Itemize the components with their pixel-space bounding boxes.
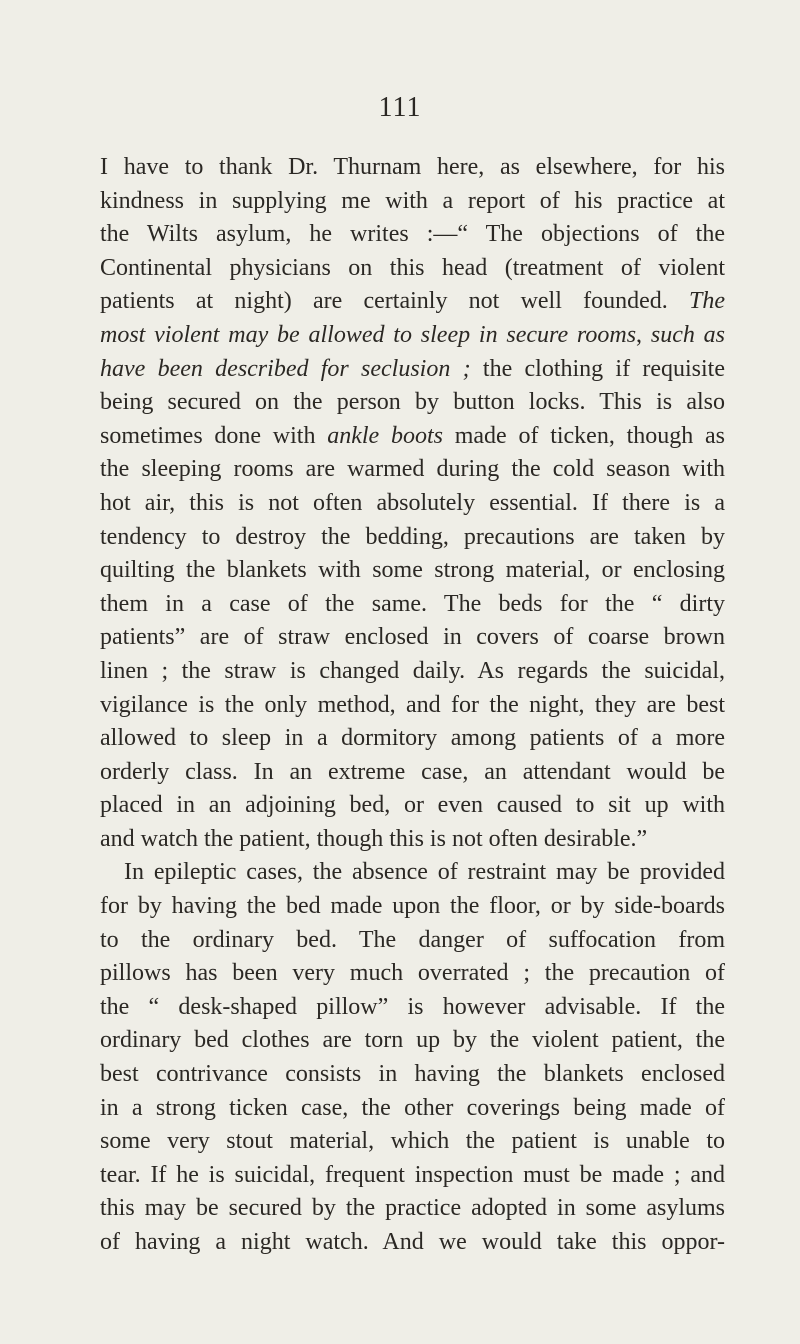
text-segment: this may be secured by the practice adopted in some asylums bbox=[100, 1195, 725, 1222]
text-segment: and watch the patient, though this is not often desirable.” bbox=[100, 825, 648, 852]
text-line bbox=[100, 991, 725, 1025]
text-segment: kindness in supplying me with a report of his practice at bbox=[100, 187, 725, 214]
text-segment: placed in an adjoining bed, or even caused to sit up with bbox=[100, 792, 725, 819]
text-line bbox=[100, 285, 725, 319]
text-line bbox=[100, 789, 725, 823]
text-segment: allowed to sleep in a dormitory among patients of a more bbox=[100, 725, 725, 752]
text-segment: I have to thank Dr. Thurnam here, as elsewhere, for his bbox=[100, 154, 725, 180]
text-line bbox=[100, 185, 725, 219]
text-line bbox=[100, 924, 725, 958]
text-line bbox=[100, 1192, 725, 1226]
text-line bbox=[100, 1226, 725, 1260]
text-line bbox=[100, 353, 725, 387]
text-line bbox=[100, 420, 725, 454]
text-segment: the “ desk-shaped pillow” is however advisable. If the bbox=[100, 993, 725, 1020]
text-segment: orderly class. In an extreme case, an attendant would be bbox=[100, 758, 725, 785]
text-line bbox=[100, 386, 725, 420]
text-line bbox=[100, 521, 725, 555]
text-line bbox=[100, 319, 725, 353]
text-segment: pillows has been very much overrated ; the precaution of bbox=[100, 960, 725, 987]
text-line bbox=[100, 1024, 725, 1058]
text-line bbox=[100, 554, 725, 588]
text-segment: patients” are of straw enclosed in covers of coarse brown bbox=[100, 624, 725, 651]
italic-text: most violent may be allowed to sleep in secure rooms bbox=[100, 321, 637, 348]
text-line bbox=[100, 756, 725, 790]
text-line bbox=[100, 722, 725, 756]
text-segment: of having a night watch. And we would take this oppor- bbox=[100, 1229, 725, 1255]
text-segment: them in a case of the same. The beds for the “ dirty bbox=[100, 590, 725, 617]
text-segment: being secured on the person by button locks. This is also bbox=[100, 389, 725, 416]
text-line bbox=[100, 588, 725, 622]
text-segment: some very stout material, which the patient is unable to bbox=[100, 1128, 725, 1155]
text-segment: tear. If he is suicidal, frequent inspection must be made ; and bbox=[100, 1161, 725, 1188]
text-segment: sometimes done with bbox=[100, 422, 328, 449]
text-line bbox=[100, 1058, 725, 1092]
text-segment: the sleeping rooms are warmed during the cold season with bbox=[100, 456, 725, 483]
text-segment: , bbox=[636, 321, 651, 348]
text-line bbox=[100, 621, 725, 655]
text-line bbox=[100, 957, 725, 991]
text-line bbox=[100, 823, 725, 857]
text-line bbox=[100, 1125, 725, 1159]
text-segment: linen ; the straw is changed daily. As regards the suicidal, bbox=[100, 657, 725, 684]
body-text bbox=[100, 151, 725, 1260]
text-segment: made of ticken, though as bbox=[442, 422, 725, 449]
text-line bbox=[100, 689, 725, 723]
text-line bbox=[100, 856, 725, 890]
text-line bbox=[100, 151, 725, 185]
text-segment: ordinary bed clothes are torn up by the violent patient, the bbox=[100, 1027, 725, 1054]
text-segment: the Wilts asylum, he writes :—“ The objections of the bbox=[100, 221, 725, 248]
text-segment: hot air, this is not often absolutely essential. If there is a bbox=[100, 489, 725, 516]
text-segment: best contrivance consists in having the blankets enclosed bbox=[100, 1061, 725, 1088]
text-line bbox=[100, 218, 725, 252]
text-line bbox=[100, 487, 725, 521]
text-segment: vigilance is the only method, and for the night, they are best bbox=[100, 691, 725, 718]
text-line bbox=[100, 890, 725, 924]
italic-text: such as bbox=[650, 321, 725, 348]
text-segment: in a strong ticken case, the other coverings being made of bbox=[100, 1094, 725, 1121]
text-line bbox=[100, 655, 725, 689]
text-segment: for by having the bed made upon the floor, or by side-boards bbox=[100, 893, 725, 920]
italic-text: The bbox=[689, 288, 725, 315]
italic-text: have been described for seclusion ; bbox=[100, 355, 471, 382]
text-line bbox=[100, 252, 725, 286]
text-segment: Continental physicians on this head (treatment of violent bbox=[100, 254, 725, 281]
text-line bbox=[100, 1092, 725, 1126]
text-segment: patients at night) are certainly not well founded. bbox=[100, 288, 689, 315]
text-line bbox=[100, 1159, 725, 1193]
italic-text: ankle boots bbox=[327, 422, 443, 449]
text-segment: the clothing if requisite bbox=[470, 355, 726, 382]
text-segment: In epileptic cases, the absence of restraint may be provided bbox=[124, 859, 725, 886]
text-segment: to the ordinary bed. The danger of suffocation from bbox=[100, 926, 725, 953]
page-number: 111 bbox=[378, 92, 422, 123]
text-segment: quilting the blankets with some strong material, or enclosing bbox=[100, 557, 725, 584]
text-segment: tendency to destroy the bedding, precautions are taken by bbox=[100, 523, 725, 550]
text-line bbox=[100, 453, 725, 487]
